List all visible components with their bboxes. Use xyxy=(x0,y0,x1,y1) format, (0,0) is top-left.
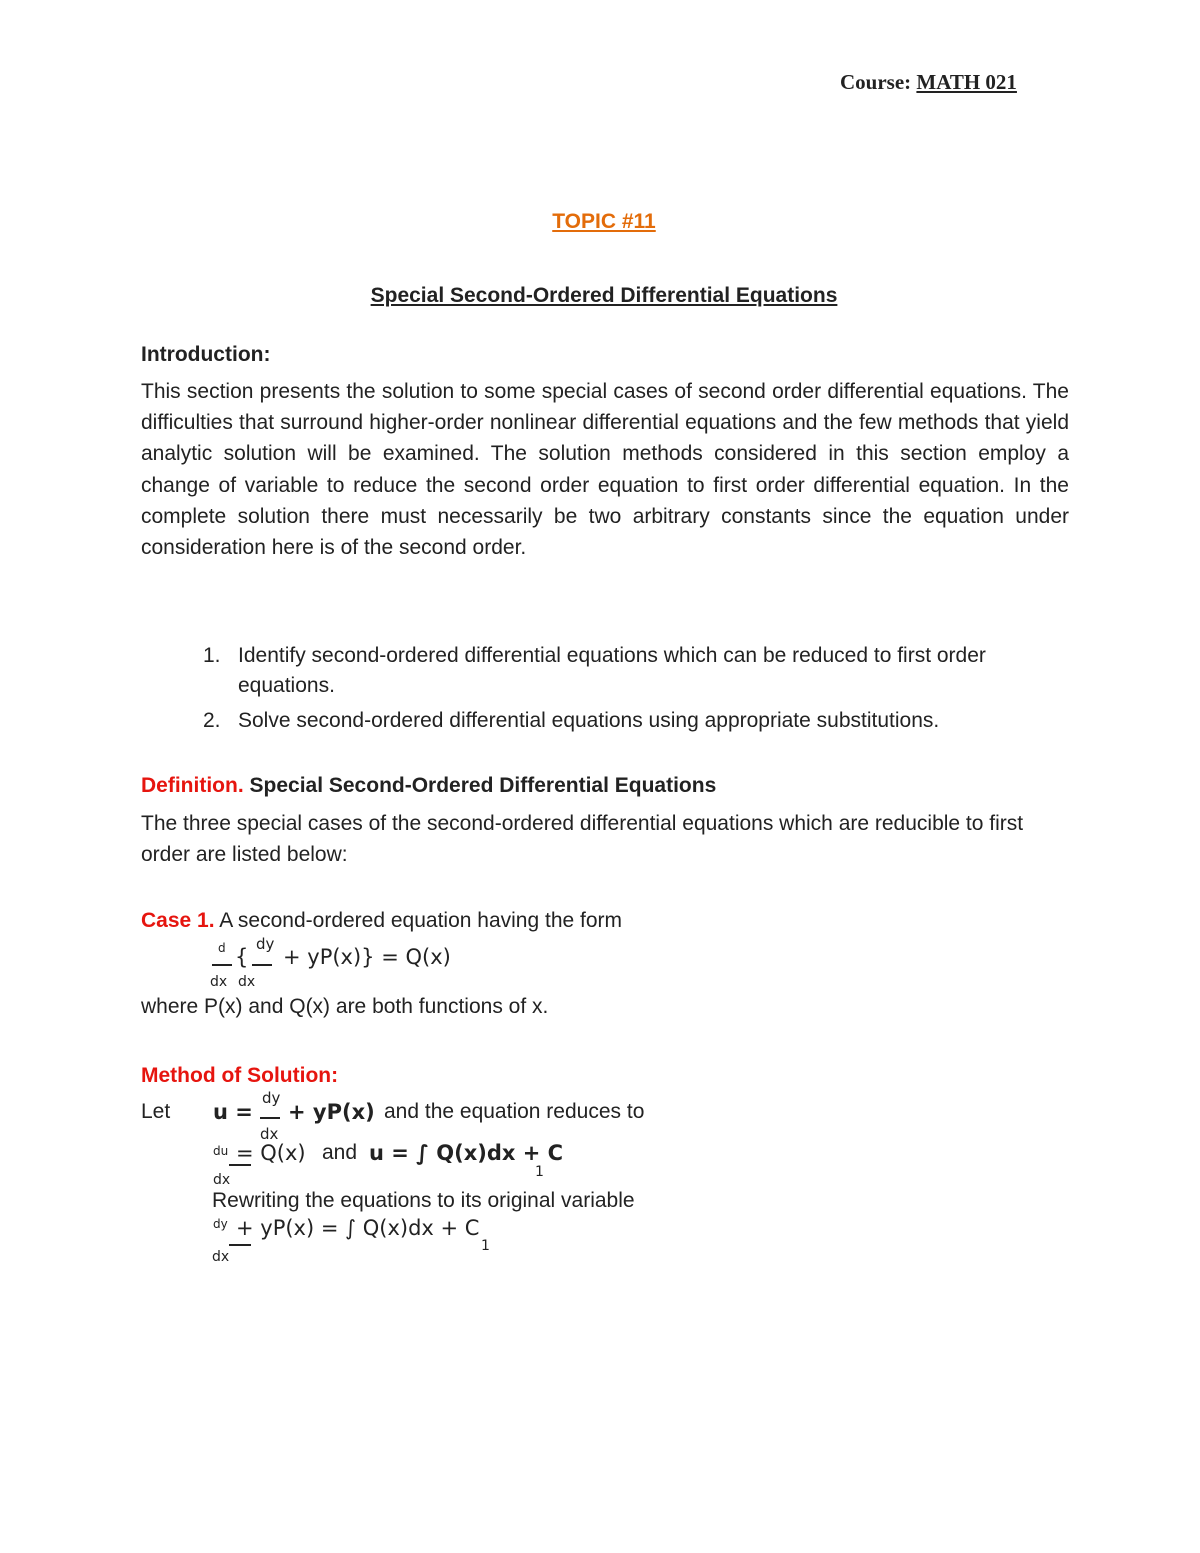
course-code: MATH 021 xyxy=(916,70,1017,94)
course-header xyxy=(840,70,1017,95)
introduction-heading: Introduction: xyxy=(141,343,271,366)
list-number: 1. xyxy=(203,644,221,667)
definition-heading xyxy=(141,774,716,798)
list-number: 2. xyxy=(203,709,221,732)
page-title: Special Second-Ordered Differential Equations xyxy=(370,284,838,307)
list-text: Identify second-ordered differential equations which can be reduced to first order equations. xyxy=(238,644,986,697)
and-text: and xyxy=(322,1141,358,1164)
let-word: Let xyxy=(141,1100,171,1123)
eq-brace: { xyxy=(235,945,249,969)
case1-where-text: where P(x) and Q(x) are both functions of x. xyxy=(141,995,549,1018)
definition-title: Special Second-Ordered Differential Equations xyxy=(249,774,717,797)
course-label: Course: xyxy=(840,70,912,94)
plus-yp: + yP(x) xyxy=(288,1100,375,1124)
rewrite-text: Rewriting the equations to its original variable xyxy=(212,1189,635,1212)
subscript-1: 1 xyxy=(535,1164,544,1180)
u-integral: u = ∫ Q(x)dx + C xyxy=(369,1141,564,1165)
reduces-text: and the equation reduces to xyxy=(384,1100,645,1123)
definition-text: The three special cases of the second-ordered differential equations which are reducible to first order are listed below: xyxy=(141,812,1024,866)
case1-line xyxy=(141,909,622,933)
subscript-1: 1 xyxy=(481,1238,490,1254)
eq-dy: dy xyxy=(262,1089,281,1107)
eq-dx: dx xyxy=(210,974,228,990)
case1-label: Case 1. xyxy=(141,909,215,932)
definition-label: Definition. xyxy=(141,774,244,797)
list-text: Solve second-ordered differential equations using appropriate substitutions. xyxy=(238,709,940,732)
eq-dy: dy xyxy=(256,935,275,953)
case1-text: A second-ordered equation having the form xyxy=(219,909,623,932)
fraction-bar xyxy=(260,1117,280,1119)
eq-dy: dy xyxy=(213,1217,228,1231)
eq-dx: dx xyxy=(238,974,256,990)
eq-du: du xyxy=(213,1144,229,1158)
final-rest: + yP(x) = ∫ Q(x)dx + C xyxy=(236,1216,480,1240)
introduction-text: This section presents the solution to some special cases of second order differential equations. The difficulties that surround higher-order nonlinear differential equations and the few methods that yield analytic solution will be examined. The solution methods considered in this section employ a change of variable to reduce the second order equation to first order differential equation. In the complete solution there must necessarily be two arbitrary constants since the equation under consideration here is of the second order. xyxy=(141,380,1069,560)
eq-q: = Q(x) xyxy=(236,1141,306,1165)
fraction-bar xyxy=(229,1244,251,1246)
fraction-bar xyxy=(212,964,232,966)
fraction-bar xyxy=(252,964,272,966)
topic-heading: TOPIC #11 xyxy=(552,210,656,233)
eq-dx: dx xyxy=(212,1249,230,1265)
eq-d: d xyxy=(218,941,226,955)
u-eq: u = xyxy=(213,1100,253,1124)
eq-dx: dx xyxy=(260,1125,279,1143)
eq-dx: dx xyxy=(213,1172,231,1188)
eq-rest: + yP(x)} = Q(x) xyxy=(283,945,451,969)
method-heading: Method of Solution: xyxy=(141,1064,339,1087)
